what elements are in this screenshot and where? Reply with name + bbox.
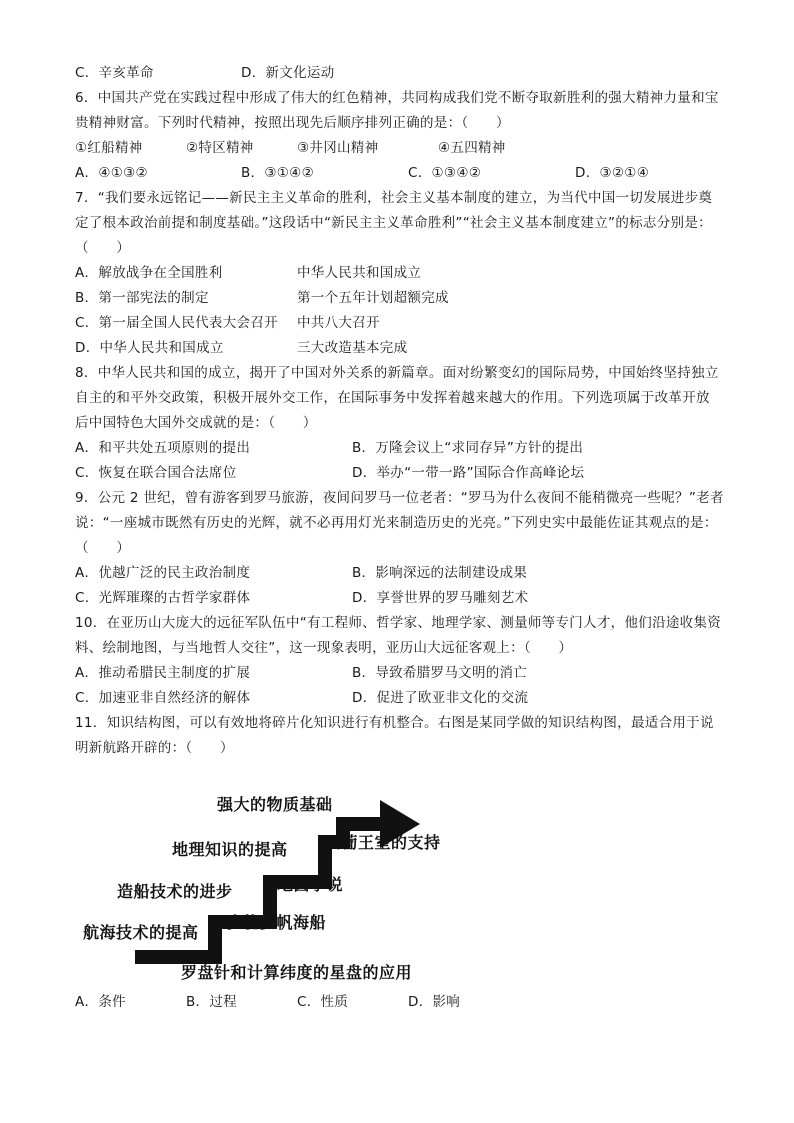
q9-option-d: D．享誉世界的罗马雕刻艺术 (352, 590, 529, 606)
q9-stem-line3: （ ） (75, 540, 131, 556)
q6-option-a: A．④①③② (75, 165, 148, 181)
q10-option-d: D．促进了欧亚非文化的交流 (352, 690, 529, 706)
q7-stem-line1: 7．“我们要永远铭记——新民主主义革命的胜利，社会主义基本制度的建立，为当代中国一切发展进步奠 (75, 190, 713, 206)
figure-label-material-basis: 强大的物质基础 (217, 795, 333, 814)
q9-option-a: A．优越广泛的民主政治制度 (75, 565, 251, 581)
q6-item-4: ④五四精神 (438, 140, 506, 156)
q10-option-a: A．推动希腊民主制度的扩展 (75, 665, 251, 681)
q6-option-c: C．①③④② (408, 165, 482, 181)
q7-option-d-right: 三大改造基本完成 (297, 340, 408, 356)
q5-option-d: D．新文化运动 (241, 65, 335, 81)
q10-stem-line1: 10．在亚历山大庞大的远征军队伍中“有工程师、哲学家、地理学家、测量师等专门人才，他们沿途收集资 (75, 615, 722, 631)
q8-stem-line3: 后中国特色大国外交成就的是：（ ） (75, 415, 317, 431)
q10-option-c: C．加速亚非自然经济的解体 (75, 690, 251, 706)
q8-option-b: B．万隆会议上“求同存异”方针的提出 (352, 440, 584, 456)
figure-label-multi-mast-ship: 多桅多帆海船 (227, 913, 327, 932)
q6-stem-line2: 贵精神财富。下列时代精神，按照出现先后顺序排列正确的是：（ ） (75, 115, 510, 131)
q9-option-c: C．光辉璀璨的古哲学家群体 (75, 590, 251, 606)
q11-option-d: D．影响 (408, 994, 461, 1010)
q10-option-b: B．导致希腊罗马文明的消亡 (352, 665, 528, 681)
q7-option-b-left: B．第一部宪法的制定 (75, 290, 209, 306)
q8-stem-line2: 自主的和平外交政策，积极开展外交工作，在国际事务中发挥着越来越大的作用。下列选项属于改革开放 (75, 390, 710, 406)
q7-option-c-right: 中共八大召开 (297, 315, 380, 331)
q9-stem-line2: 说：“一座城市既然有历史的光辉，就不必再用灯光来制造历史的光亮。”下列史实中最能佐证其观点的是： (75, 515, 718, 531)
q9-option-b: B．影响深远的法制建设成果 (352, 565, 528, 581)
q6-option-d: D．③②①④ (575, 165, 650, 181)
q6-item-3: ③井冈山精神 (297, 140, 379, 156)
figure-label-compass-astrolabe: 罗盘针和计算纬度的星盘的应用 (181, 963, 413, 982)
q8-option-d: D．举办“一带一路”国际合作高峰论坛 (352, 465, 585, 481)
q8-stem-line1: 8．中华人民共和国的成立，揭开了中国对外关系的新篇章。面对纷繁变幻的国际局势，中国始终坚持独立 (75, 365, 719, 381)
q7-option-a-right: 中华人民共和国成立 (297, 265, 422, 281)
q7-option-a-left: A．解放战争在全国胜利 (75, 265, 223, 281)
q7-option-c-left: C．第一届全国人民代表大会召开 (75, 315, 278, 331)
q6-stem-line1: 6．中国共产党在实践过程中形成了伟大的红色精神，共同构成我们党不断夺取新胜利的强大精神力量和宝 (75, 90, 719, 106)
q5-option-c: C．辛亥革命 (75, 65, 154, 81)
figure-label-round-earth: 地圆学说 (277, 875, 344, 894)
q6-item-1: ①红船精神 (75, 140, 143, 156)
figure-label-shipbuilding: 造船技术的进步 (117, 882, 233, 901)
q11-option-c: C．性质 (297, 994, 349, 1010)
q6-option-b: B．③①④② (241, 165, 314, 181)
knowledge-structure-figure (75, 772, 455, 987)
q7-option-b-right: 第一个五年计划超额完成 (297, 290, 449, 306)
q11-stem-line2: 明新航路开辟的：（ ） (75, 740, 234, 756)
figure-label-geography-knowledge: 地理知识的提高 (172, 840, 288, 859)
q7-stem-line3: （ ） (75, 240, 131, 256)
q7-stem-line2: 定了根本政治前提和制度基础。”这段话中“新民主主义革命胜利”“社会主义基本制度建立”的标志分别是： (75, 215, 712, 231)
q11-stem-line1: 11．知识结构图，可以有效地将碎片化知识进行有机整合。右图是某同学做的知识结构图，最适合用于说 (75, 715, 714, 731)
q7-option-d-left: D．中华人民共和国成立 (75, 340, 224, 356)
q11-option-b: B．过程 (186, 994, 237, 1010)
q8-option-c: C．恢复在联合国合法席位 (75, 465, 237, 481)
figure-label-royal-support: 西葡王室的支持 (325, 833, 441, 852)
figure-label-navigation-tech: 航海技术的提高 (83, 923, 199, 942)
q10-stem-line2: 料、绘制地图，与当地哲人交往”，这一现象表明，亚历山大远征客观上：（ ） (75, 640, 573, 656)
q8-option-a: A．和平共处五项原则的提出 (75, 440, 251, 456)
q11-option-a: A．条件 (75, 994, 126, 1010)
q6-item-2: ②特区精神 (186, 140, 254, 156)
q9-stem-line1: 9．公元 2 世纪，曾有游客到罗马旅游，夜间问罗马一位老者：“罗马为什么夜间不能稍微亮一些呢？”老者 (75, 490, 724, 506)
